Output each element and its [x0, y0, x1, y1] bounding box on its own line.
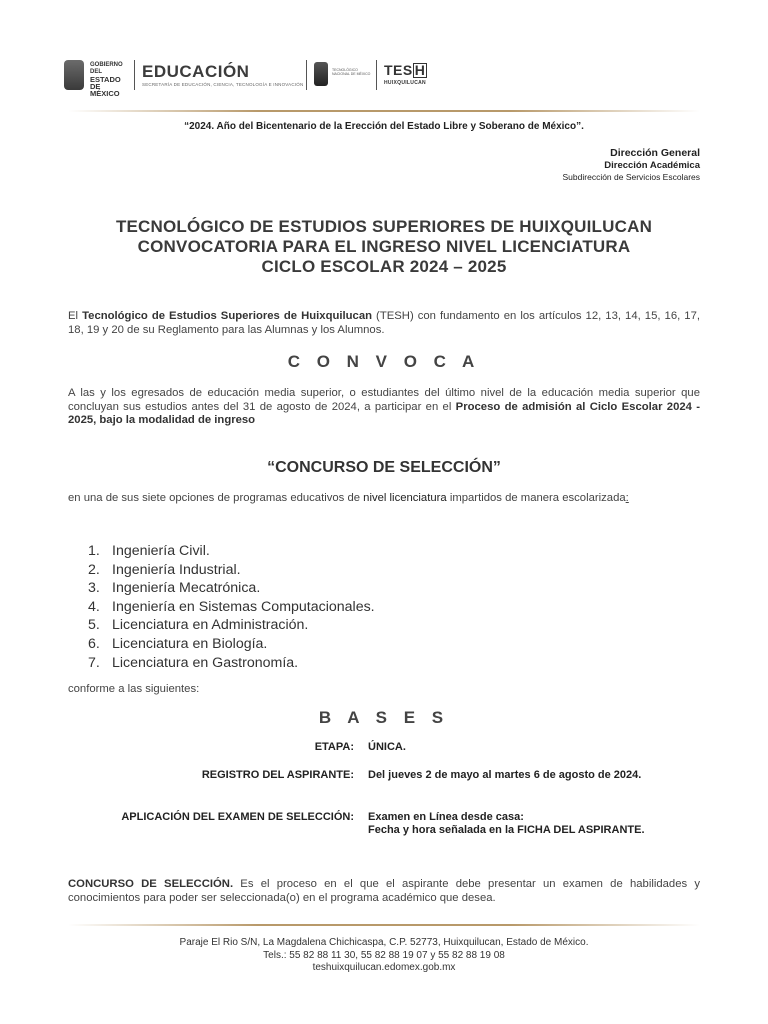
concurso-heading: “CONCURSO DE SELECCIÓN”: [267, 459, 501, 476]
list-item: 4. Ingeniería en Sistemas Computacionales.: [88, 598, 375, 615]
gobierno-estado-mexico-logo: GOBIERNO DEL ESTADO DE MÉXICO: [90, 62, 123, 98]
tesh-logo: TES H: [384, 62, 426, 78]
convoca-heading: C O N V O C A: [287, 352, 481, 371]
bases-label: APLICACIÓN DEL EXAMEN DE SELECCIÓN:: [121, 811, 354, 823]
direccion-academica: Dirección Académica: [604, 160, 700, 171]
footer: [68, 937, 700, 975]
estado-de-mexico-seal-icon: [64, 60, 84, 90]
bases-heading: B A S E S: [318, 708, 450, 727]
educacion-logo: EDUCACIÓN: [142, 62, 250, 81]
bases-label: ETAPA:: [314, 741, 354, 753]
invitation-paragraph: A las y los egresados de educación media superior, o estudiantes del último nivel de la educación media superior que concluyan sus estudios antes del 31 de agosto de 2024, a participar en el Proceso de admisión al Ciclo Escolar 2024 - 2025, bajo la modalidad de ingreso: [68, 387, 700, 426]
list-item: 5. Licenciatura en Administración.: [88, 617, 309, 634]
header-logos: [64, 58, 444, 96]
concurso-definition: CONCURSO DE SELECCIÓN. Es el proceso en el que el aspirante debe presentar un examen de habilidades y conocimientos para poder ser seleccionada(o) en el programa académico que desea.: [68, 878, 700, 904]
bases-value: Del jueves 2 de mayo al martes 6 de agosto de 2024.: [368, 769, 642, 781]
list-item: 2. Ingeniería Industrial.: [88, 561, 241, 578]
document-title: TECNOLÓGICO DE ESTUDIOS SUPERIORES DE HUIXQUILUCAN CONVOCATORIA PARA EL INGRESO NIVEL LICENCIATURA CICLO ESCOLAR 2024 – 2025: [115, 217, 653, 276]
options-paragraph: en una de sus siete opciones de programas educativos de nivel licenciatura impartidos de manera escolarizada:: [68, 492, 629, 504]
conforme-text: conforme a las siguientes:: [68, 683, 200, 695]
header-rule: [68, 110, 700, 112]
divider: [376, 60, 377, 90]
tecnm-seal-icon: [314, 62, 328, 86]
footer-phones: Tels.: 55 82 88 11 30, 55 82 88 19 07 y 55 82 88 19 08: [263, 949, 505, 961]
bases-row-registro: [68, 769, 700, 797]
tecnm-logo-text: TECNOLÓGICO NACIONAL DE MÉXICO: [332, 68, 371, 76]
bases-row-etapa: [68, 741, 700, 755]
list-item: 7. Licenciatura en Gastronomía.: [88, 654, 299, 671]
program-list: [88, 542, 375, 672]
bases-value: ÚNICA.: [368, 741, 406, 753]
motto: “2024. Año del Bicentenario de la Erección del Estado Libre y Soberano de México”.: [184, 121, 584, 132]
divider: [134, 60, 135, 90]
tesh-logo-subtitle: HUIXQUILUCAN: [384, 80, 426, 86]
list-item: 6. Licenciatura en Biología.: [88, 635, 268, 652]
footer-rule: [68, 924, 700, 926]
educacion-subtitle: SECRETARÍA DE EDUCACIÓN, CIENCIA, TECNOLOGÍA E INNOVACIÓN: [142, 82, 304, 87]
direccion-general: Dirección General: [610, 147, 700, 159]
list-item: 3. Ingeniería Mecatrónica.: [88, 580, 261, 597]
bases-label: REGISTRO DEL ASPIRANTE:: [201, 769, 354, 781]
footer-web: teshuixquilucan.edomex.gob.mx: [312, 962, 456, 973]
footer-address: Paraje El Rio S/N, La Magdalena Chichicaspa, C.P. 52773, Huixquilucan, Estado de México.: [179, 937, 589, 948]
subdireccion: Subdirección de Servicios Escolares: [562, 172, 700, 182]
intro-paragraph: El Tecnológico de Estudios Superiores de Huixquilucan (TESH) con fundamento en los artículos 12, 13, 14, 15, 16, 17, 18, 19 y 20 de su Reglamento para las Alumnas y los Alumnos.: [68, 310, 700, 336]
bases-value: Examen en Línea desde casa: Fecha y hora señalada en la FICHA DEL ASPIRANTE.: [368, 811, 645, 836]
list-item: 1. Ingeniería Civil.: [88, 543, 210, 559]
divider: [306, 60, 307, 90]
bases-row-aplicacion: [68, 811, 700, 853]
